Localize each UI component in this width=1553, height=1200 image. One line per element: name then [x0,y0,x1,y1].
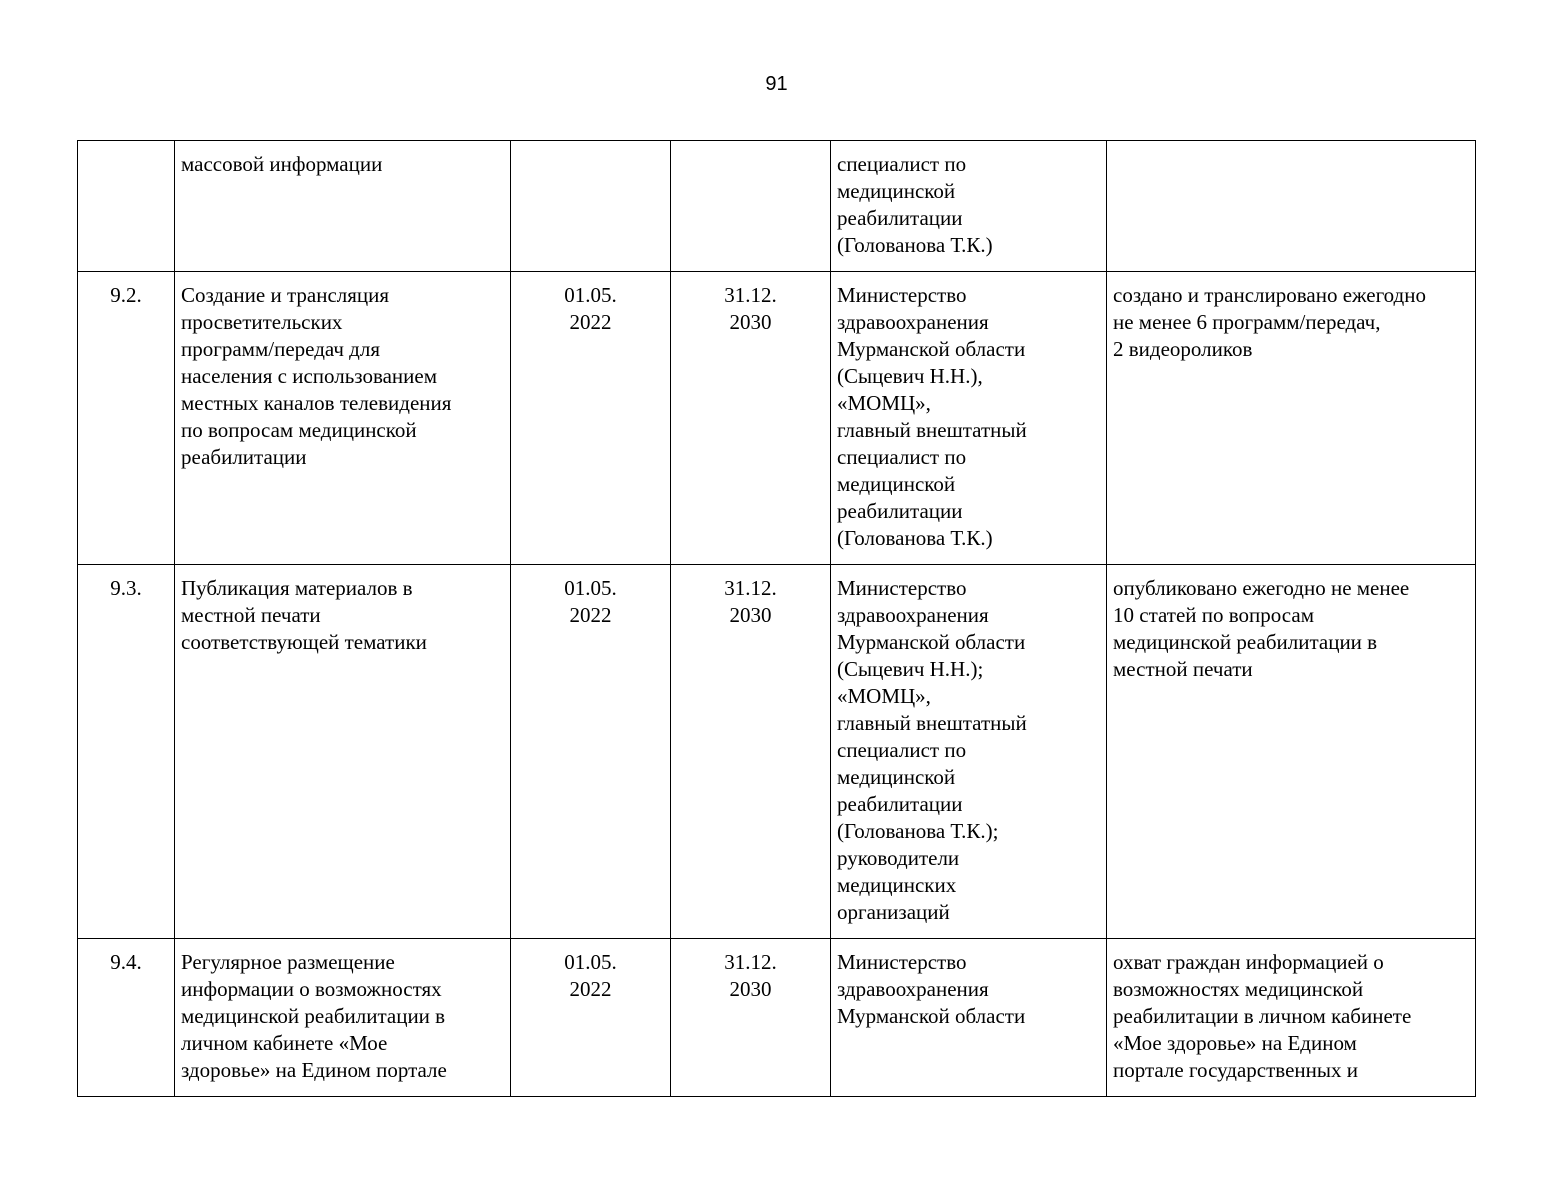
start-date-cell: 01.05. 2022 [511,939,671,1097]
table-row [78,939,1476,1097]
activity-name-cell: массовой информации [175,141,511,272]
activities-table [77,140,1476,1097]
result-cell: охват граждан информацией о возможностях медицинской реабилитации в личном кабинете «Мое здоровье» на Едином портале государственных и [1107,939,1476,1097]
responsible-cell: специалист по медицинской реабилитации (Голованова Т.К.) [831,141,1107,272]
item-number-cell: 9.2. [78,272,175,565]
start-date-cell [511,141,671,272]
activity-name-cell: Создание и трансляция просветительских программ/передач для населения с использованием местных каналов телевидения по вопросам медицинской реабилитации [175,272,511,565]
end-date-cell: 31.12. 2030 [671,272,831,565]
result-cell [1107,141,1476,272]
end-date-cell: 31.12. 2030 [671,565,831,939]
responsible-cell: Министерство здравоохранения Мурманской области (Сыцевич Н.Н.); «МОМЦ», главный внештатный специалист по медицинской реабилитации (Голованова Т.К.); руководители медицинских организаций [831,565,1107,939]
result-cell: опубликовано ежегодно не менее 10 статей по вопросам медицинской реабилитации в местной печати [1107,565,1476,939]
table-row [78,565,1476,939]
responsible-cell: Министерство здравоохранения Мурманской области [831,939,1107,1097]
item-number-cell: 9.4. [78,939,175,1097]
item-number-cell [78,141,175,272]
activity-name-cell: Регулярное размещение информации о возможностях медицинской реабилитации в личном кабинете «Мое здоровье» на Едином портале [175,939,511,1097]
table-row [78,272,1476,565]
end-date-cell: 31.12. 2030 [671,939,831,1097]
start-date-cell: 01.05. 2022 [511,565,671,939]
page-number: 91 [765,73,788,95]
activity-name-cell: Публикация материалов в местной печати соответствующей тематики [175,565,511,939]
table-row [78,141,1476,272]
start-date-cell: 01.05. 2022 [511,272,671,565]
responsible-cell: Министерство здравоохранения Мурманской области (Сыцевич Н.Н.), «МОМЦ», главный внештатный специалист по медицинской реабилитации (Голованова Т.К.) [831,272,1107,565]
result-cell: создано и транслировано ежегодно не менее 6 программ/передач, 2 видеороликов [1107,272,1476,565]
item-number-cell: 9.3. [78,565,175,939]
end-date-cell [671,141,831,272]
